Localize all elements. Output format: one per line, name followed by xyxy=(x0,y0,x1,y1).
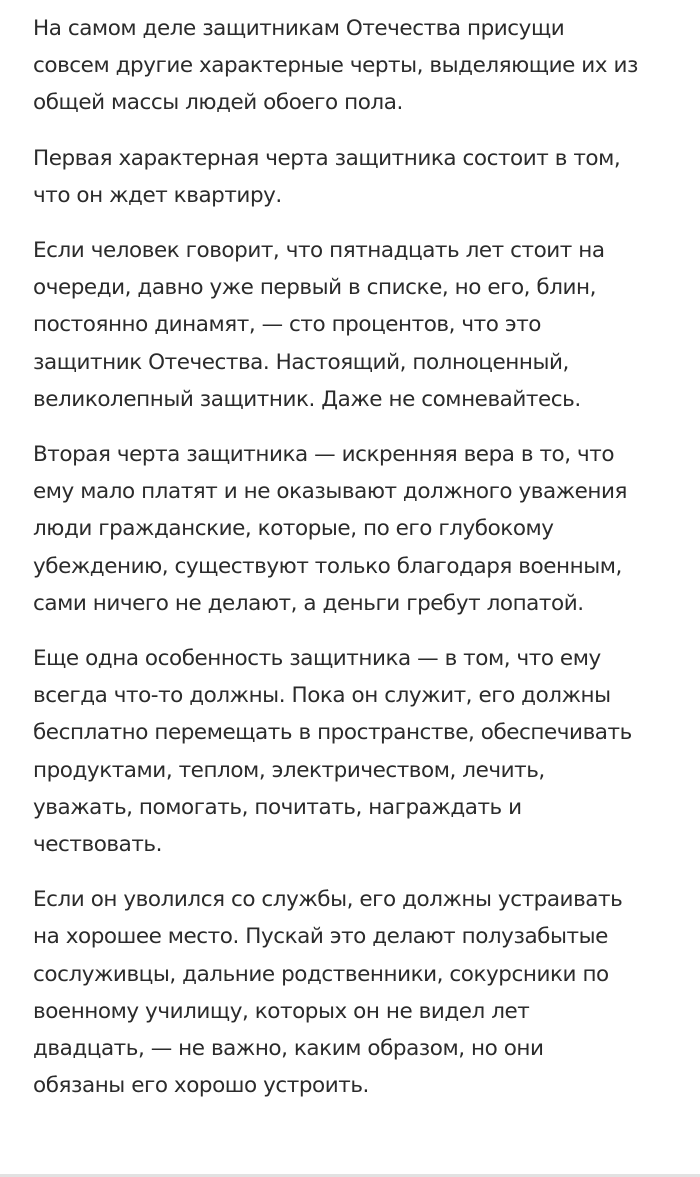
article-body xyxy=(33,10,695,1122)
text-line: общей массы людей обоего пола. xyxy=(33,90,403,116)
text-line: что он ждет квартиру. xyxy=(33,182,282,208)
text-line: на хорошее место. Пускай это делают полузабытые xyxy=(33,924,608,950)
text-line: двадцать, — не важно, каким образом, но они xyxy=(33,1036,544,1062)
text-line: ему мало платят и не оказывают должного уважения xyxy=(33,479,628,505)
text-line: совсем другие характерные черты, выделяющие их из xyxy=(33,53,638,79)
text-line: Если человек говорит, что пятнадцать лет стоит на xyxy=(33,238,605,264)
paragraph-6 xyxy=(33,881,695,1104)
paragraph-1 xyxy=(33,10,695,122)
text-line: очереди, давно уже первый в списке, но его, блин, xyxy=(33,275,597,301)
paragraph-5 xyxy=(33,640,695,863)
text-line: На самом деле защитникам Отечества присущи xyxy=(33,16,565,41)
paragraph-3 xyxy=(33,232,695,418)
text-line: убеждению, существуют только благодаря военным, xyxy=(33,553,622,579)
text-line: защитник Отечества. Настоящий, полноценный, xyxy=(33,349,569,375)
text-line: чествовать. xyxy=(33,832,163,858)
text-line: бесплатно перемещать в пространстве, обеспечивать xyxy=(33,720,632,746)
text-line: сами ничего не делают, а деньги гребут лопатой. xyxy=(33,590,584,616)
text-line: обязаны его хорошо устроить. xyxy=(33,1073,369,1099)
text-line: Вторая черта защитника — искренняя вера в то, что xyxy=(33,442,615,468)
text-line: Первая характерная черта защитника состоит в том, xyxy=(33,145,621,171)
paragraph-2 xyxy=(33,140,695,214)
text-line: продуктами, теплом, электричеством, лечить, xyxy=(33,757,545,783)
text-line: сослуживцы, дальние родственники, сокурсники по xyxy=(33,961,609,987)
text-line: люди гражданские, которые, по его глубокому xyxy=(33,516,554,542)
text-line: всегда что-то должны. Пока он служит, его должны xyxy=(33,683,611,709)
text-line: военному училищу, которых он не видел лет xyxy=(33,998,530,1024)
text-line: постоянно динамят, — сто процентов, что это xyxy=(33,312,541,338)
text-line: великолепный защитник. Даже не сомневайтесь. xyxy=(33,386,581,412)
text-line: Еще одна особенность защитника — в том, что ему xyxy=(33,646,601,672)
text-line: Если он уволился со службы, его должны устраивать xyxy=(33,887,623,913)
text-line: уважать, помогать, почитать, награждать и xyxy=(33,794,522,820)
paragraph-4 xyxy=(33,436,695,622)
